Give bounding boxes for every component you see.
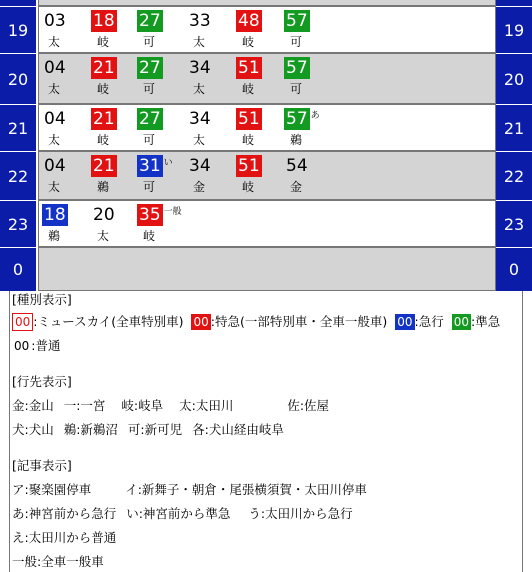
destination-abbrev: 岐 — [242, 82, 255, 96]
departure-minute: 03 — [44, 11, 66, 31]
swatch-local: 00 — [14, 339, 30, 353]
destination-abbrev: 鵜 — [97, 180, 110, 194]
departure-minute: 20 — [93, 205, 115, 225]
note-item: い:神宮前から準急 — [126, 506, 231, 521]
departure-cells — [38, 53, 496, 104]
departure-minute: 33 — [189, 11, 211, 31]
departure-cells — [38, 247, 496, 291]
destination-abbrev: 岐 — [242, 180, 255, 194]
departure-minute: 51 — [238, 109, 260, 129]
departure-minute: 57 — [286, 58, 308, 78]
destination-abbrev: 金 — [193, 180, 206, 194]
train-departure[interactable] — [137, 10, 185, 50]
hour-label-right: 20 — [496, 53, 532, 104]
note-item: う:太田川から急行 — [248, 506, 353, 521]
dest-item: 太:太田川 — [179, 398, 234, 413]
train-departure[interactable] — [236, 108, 284, 148]
dest-item: 一:一宮 — [63, 398, 106, 413]
hour-label-right: 23 — [496, 200, 532, 247]
destination-abbrev: 鵜 — [290, 133, 303, 147]
type-label-express: :急行 — [414, 314, 444, 329]
notes-legend-line3 — [12, 529, 522, 547]
departure-minute: 21 — [93, 109, 115, 129]
swatch-express: 00 — [397, 315, 413, 329]
train-departure[interactable] — [91, 57, 139, 97]
dest-legend-line2 — [12, 421, 522, 439]
hour-label-right: 21 — [496, 104, 532, 151]
note-item: え:太田川から普通 — [12, 530, 117, 545]
train-departure[interactable] — [236, 10, 284, 50]
departure-cells — [38, 104, 496, 151]
destination-abbrev: 太 — [48, 35, 61, 49]
departure-minute: 27 — [139, 58, 161, 78]
destination-abbrev: 金 — [290, 180, 303, 194]
hour-label-left: 22 — [0, 151, 36, 200]
dest-item: 鵜:新鵜沼 — [63, 422, 118, 437]
train-departure[interactable] — [91, 204, 139, 244]
dest-item: 各:犬山経由岐阜 — [192, 422, 284, 437]
departure-minute: 18 — [44, 205, 66, 225]
train-departure[interactable] — [284, 108, 332, 148]
legend-panel — [9, 291, 523, 572]
destination-abbrev: 可 — [290, 82, 303, 96]
destination-abbrev: 岐 — [97, 35, 110, 49]
departure-minute: 04 — [44, 156, 66, 176]
train-note-mark: い — [163, 158, 173, 168]
dest-item: 犬:犬山 — [12, 422, 54, 437]
destination-abbrev: 太 — [48, 180, 61, 194]
train-departure[interactable] — [284, 57, 332, 97]
departure-cells — [38, 151, 496, 200]
note-item: 一般:全車一般車 — [12, 554, 104, 569]
destination-abbrev: 鵜 — [48, 229, 61, 243]
destination-abbrev: 太 — [193, 35, 206, 49]
train-departure[interactable] — [42, 155, 90, 195]
departure-minute: 54 — [286, 156, 308, 176]
dest-item: 佐:佐屋 — [287, 398, 330, 413]
note-item: ア:聚楽園停車 — [12, 482, 92, 497]
train-departure[interactable] — [42, 10, 90, 50]
train-departure[interactable] — [137, 155, 185, 195]
hour-label-right: 22 — [496, 151, 532, 200]
train-departure[interactable] — [236, 155, 284, 195]
hour-label-right: 0 — [496, 247, 532, 291]
train-departure[interactable] — [91, 108, 139, 148]
type-legend-title: [種別表示] — [12, 292, 72, 307]
destination-abbrev: 太 — [193, 133, 206, 147]
destination-abbrev: 可 — [290, 35, 303, 49]
departure-minute: 48 — [238, 11, 260, 31]
dest-item: 可:新可児 — [127, 422, 183, 437]
hour-row — [0, 104, 532, 151]
swatch-semi-express: 00 — [453, 315, 469, 329]
train-departure[interactable] — [42, 204, 90, 244]
notes-legend-line2 — [12, 505, 522, 523]
destination-abbrev: 岐 — [242, 35, 255, 49]
destination-abbrev: 岐 — [97, 82, 110, 96]
destination-abbrev: 岐 — [242, 133, 255, 147]
type-label-semi-express: :準急 — [470, 314, 501, 329]
type-label-local: :普通 — [31, 338, 61, 353]
departure-minute: 04 — [44, 109, 66, 129]
train-departure[interactable] — [187, 155, 235, 195]
departure-cells — [38, 200, 496, 247]
train-departure[interactable] — [137, 204, 185, 244]
departure-minute: 34 — [189, 156, 211, 176]
departure-cells — [38, 6, 496, 53]
hour-label-left: 20 — [0, 53, 36, 104]
train-departure[interactable] — [91, 10, 139, 50]
dest-legend-line1 — [12, 397, 522, 415]
departure-minute: 57 — [286, 109, 308, 129]
departure-minute: 34 — [189, 58, 211, 78]
departure-minute: 21 — [93, 156, 115, 176]
hour-row — [0, 151, 532, 200]
train-departure[interactable] — [284, 155, 332, 195]
departure-minute: 51 — [238, 156, 260, 176]
destination-abbrev: 太 — [48, 133, 61, 147]
train-departure[interactable] — [187, 10, 235, 50]
hour-label-left: 0 — [0, 247, 36, 291]
type-label-musky: :ミュースカイ(全車特別車) — [33, 314, 184, 329]
hour-label-left: 21 — [0, 104, 36, 151]
hour-label-left: 19 — [0, 6, 36, 53]
note-item: あ:神宮前から急行 — [12, 506, 117, 521]
destination-abbrev: 太 — [193, 82, 206, 96]
departure-minute: 21 — [93, 58, 115, 78]
departure-minute: 57 — [286, 11, 308, 31]
train-note-mark: あ — [310, 111, 320, 121]
departure-minute: 51 — [238, 58, 260, 78]
destination-abbrev: 可 — [143, 180, 156, 194]
hour-row — [0, 53, 532, 104]
departure-minute: 27 — [139, 109, 161, 129]
departure-minute: 04 — [44, 58, 66, 78]
hour-row — [0, 6, 532, 53]
destination-abbrev: 太 — [48, 82, 61, 96]
train-departure[interactable] — [137, 57, 185, 97]
dest-legend-title: [行先表示] — [12, 374, 72, 389]
type-legend-line1 — [12, 313, 522, 331]
hour-row — [0, 247, 532, 291]
train-departure[interactable] — [187, 108, 235, 148]
departure-minute: 18 — [93, 11, 115, 31]
train-departure[interactable] — [236, 57, 284, 97]
train-departure[interactable] — [137, 108, 185, 148]
swatch-musky: 00 — [12, 313, 33, 331]
type-legend-line2 — [12, 337, 522, 355]
train-departure[interactable] — [42, 57, 90, 97]
note-item: イ:新舞子・朝倉・尾張横須賀・太田川停車 — [125, 482, 367, 497]
notes-legend-line4 — [12, 553, 522, 571]
notes-legend-title: [記事表示] — [12, 458, 72, 473]
type-label-limited-express: :特急(一部特別車・全車一般車) — [210, 314, 388, 329]
departure-minute: 35 — [139, 205, 161, 225]
destination-abbrev: 岐 — [143, 229, 156, 243]
train-departure[interactable] — [42, 108, 90, 148]
dest-item: 岐:岐阜 — [121, 398, 164, 413]
notes-legend-line1 — [12, 481, 522, 499]
hour-label-left: 23 — [0, 200, 36, 247]
departure-minute: 34 — [189, 109, 211, 129]
dest-item: 金:金山 — [12, 398, 54, 413]
train-departure[interactable] — [187, 57, 235, 97]
train-note-mark: 一般 — [163, 207, 182, 217]
destination-abbrev: 可 — [143, 35, 156, 49]
hour-row — [0, 200, 532, 247]
hour-label-right: 19 — [496, 6, 532, 53]
destination-abbrev: 可 — [143, 133, 156, 147]
departure-minute: 31 — [139, 156, 161, 176]
destination-abbrev: 可 — [143, 82, 156, 96]
swatch-limited-express: 00 — [193, 315, 209, 329]
destination-abbrev: 太 — [97, 229, 110, 243]
train-departure[interactable] — [91, 155, 139, 195]
destination-abbrev: 岐 — [97, 133, 110, 147]
departure-minute: 27 — [139, 11, 161, 31]
train-departure[interactable] — [284, 10, 332, 50]
